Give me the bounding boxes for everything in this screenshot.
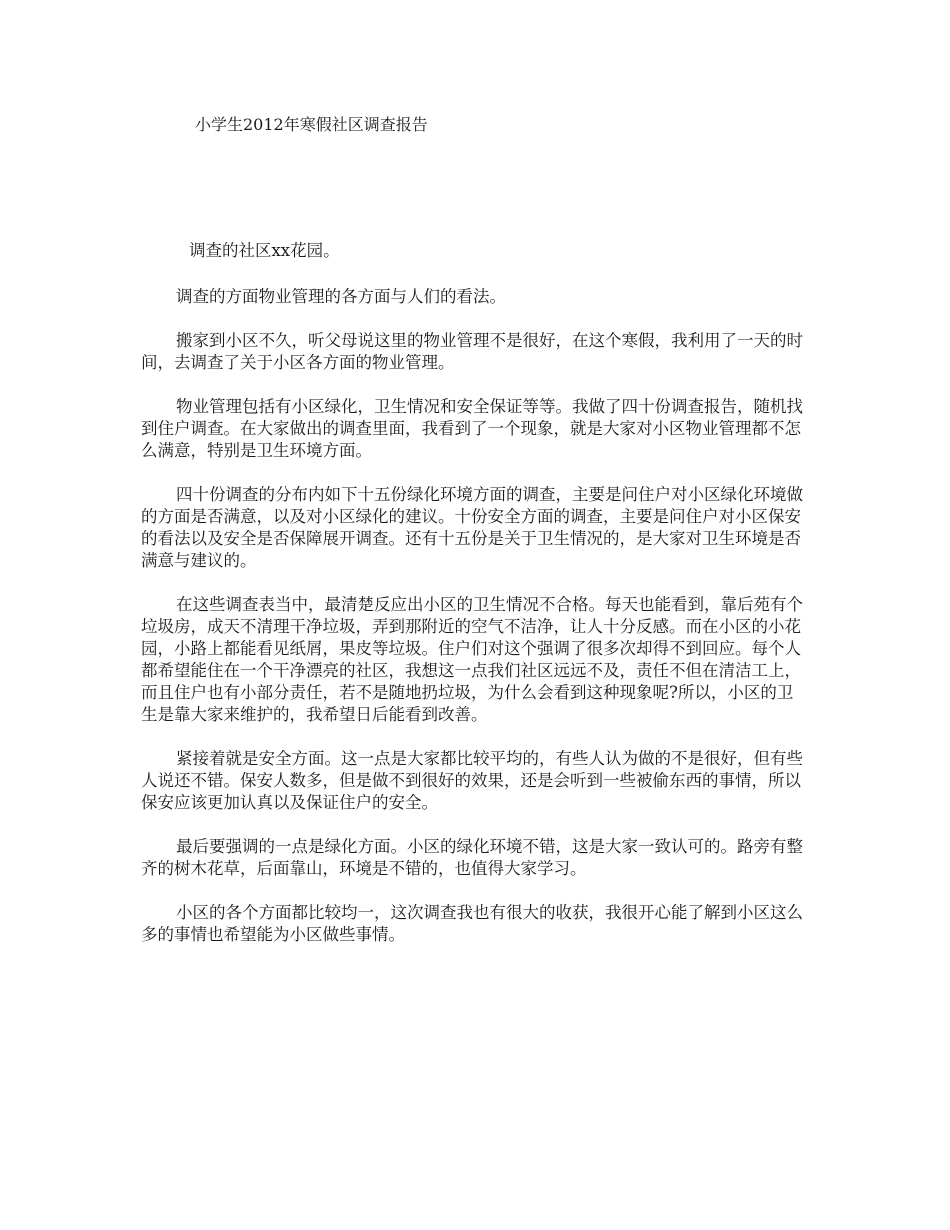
- paragraph: 在这些调查表当中，最清楚反应出小区的卫生情况不合格。每天也能看到，靠后苑有个垃圾房，成天不清理干净垃圾，弄到那附近的空气不洁净，让人十分反感。而在小区的小花园，小路上都能看见纸屑，果皮等垃圾。住户们对这个强调了很多次却得不到回应。每个人都希望能住在一个干净漂亮的社区，我想这一点我们社区远远不及，责任不但在清洁工上，而且住户也有小部分责任，若不是随地扔垃圾，为什么会看到这种现象呢?所以，小区的卫生是靠大家来维护的，我希望日后能看到改善。: [141, 595, 803, 724]
- paragraph: 搬家到小区不久，听父母说这里的物业管理不是很好，在这个寒假，我利用了一天的时间，去调查了关于小区各方面的物业管理。: [141, 331, 803, 372]
- paragraph: 紧接着就是安全方面。这一点是大家都比较平均的，有些人认为做的不是很好，但有些人说还不错。保安人数多，但是做不到很好的效果，还是会听到一些被偷东西的事情，所以保安应该更加认真以及保证住户的安全。: [141, 749, 803, 812]
- paragraph: 四十份调查的分布内如下十五份绿化环境方面的调查，主要是问住户对小区绿化环境做的方面是否满意，以及对小区绿化的建议。十份安全方面的调查，主要是问住户对小区保安的看法以及安全是否保障展开调查。还有十五份是关于卫生情况的，是大家对卫生环境是否满意与建议的。: [141, 485, 803, 570]
- document-title: 小学生2012年寒假社区调查报告: [195, 115, 428, 134]
- paragraph: 物业管理包括有小区绿化，卫生情况和安全保证等等。我做了四十份调查报告，随机找到住户调查。在大家做出的调查里面，我看到了一个现象，就是大家对小区物业管理都不怎么满意，特别是卫生环境方面。: [141, 397, 803, 460]
- paragraph: 最后要强调的一点是绿化方面。小区的绿化环境不错，这是大家一致认可的。路旁有整齐的树木花草，后面靠山，环境是不错的，也值得大家学习。: [141, 837, 803, 878]
- paragraph: 调查的社区xx花园。: [189, 241, 340, 260]
- paragraph: 调查的方面物业管理的各方面与人们的看法。: [176, 287, 506, 306]
- paragraph: 小区的各个方面都比较均一，这次调查我也有很大的收获，我很开心能了解到小区这么多的事情也希望能为小区做些事情。: [141, 903, 803, 944]
- document-body: [141, 240, 806, 968]
